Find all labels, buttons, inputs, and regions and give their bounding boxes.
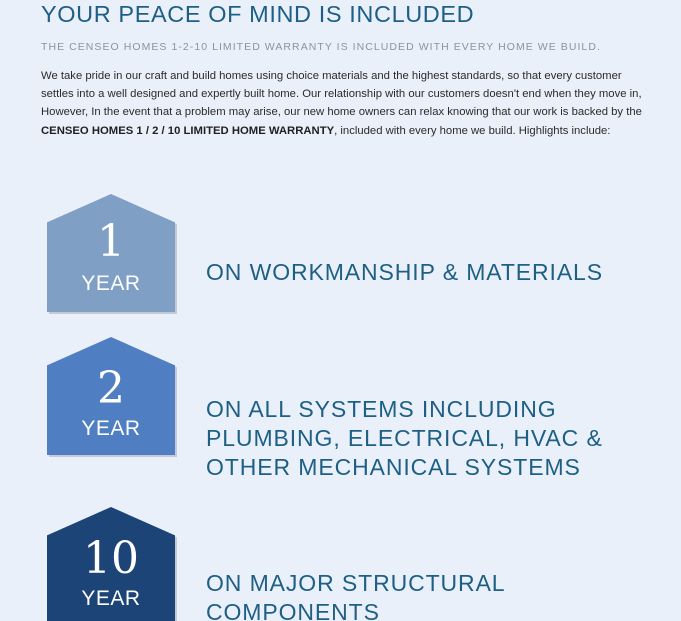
warranty-description-2 [206, 395, 603, 482]
intro-line: We take pride in our craft and build homes using choice materials and the highest standards, so that every customer [41, 70, 622, 82]
badge-1-year [47, 194, 177, 314]
intro-line: However, In the event that a problem may arise, our new home owners can relax knowing that our work is backed by the [41, 106, 642, 119]
warranty-description-10 [206, 569, 506, 621]
badge-number: 10 [83, 533, 139, 584]
badge-number: 1 [97, 216, 125, 267]
badge-unit: YEAR [81, 587, 141, 610]
warranty-description-1 [206, 258, 603, 287]
badge-10-year [47, 507, 177, 621]
description-line: ON WORKMANSHIP & MATERIALS [206, 259, 603, 285]
badge-unit: YEAR [81, 272, 141, 295]
page-subtitle: THE CENSEO HOMES 1-2-10 LIMITED WARRANTY IS INCLUDED WITH EVERY HOME WE BUILD. [41, 41, 601, 53]
badge-number: 2 [97, 363, 125, 414]
description-line: COMPONENTS [206, 599, 380, 621]
warranty-name-bold: CENSEO HOMES 1 / 2 / 10 LIMITED HOME WARRANTY [41, 124, 335, 137]
page-title: YOUR PEACE OF MIND IS INCLUDED [41, 1, 475, 27]
description-line: PLUMBING, ELECTRICAL, HVAC & [206, 425, 603, 451]
intro-paragraph [41, 67, 681, 140]
badge-unit: YEAR [81, 417, 141, 440]
badge-2-year [47, 337, 177, 457]
intro-line-final [41, 122, 681, 140]
description-line: OTHER MECHANICAL SYSTEMS [206, 454, 581, 480]
intro-line: settles into a well designed and expertly built home. Our relationship with our customers doesn't end when they move in, [41, 88, 642, 101]
description-line: ON MAJOR STRUCTURAL [206, 570, 506, 596]
description-line: ON ALL SYSTEMS INCLUDING [206, 396, 557, 422]
intro-line-tail: , included with every home we build. Highlights include: [334, 124, 611, 137]
